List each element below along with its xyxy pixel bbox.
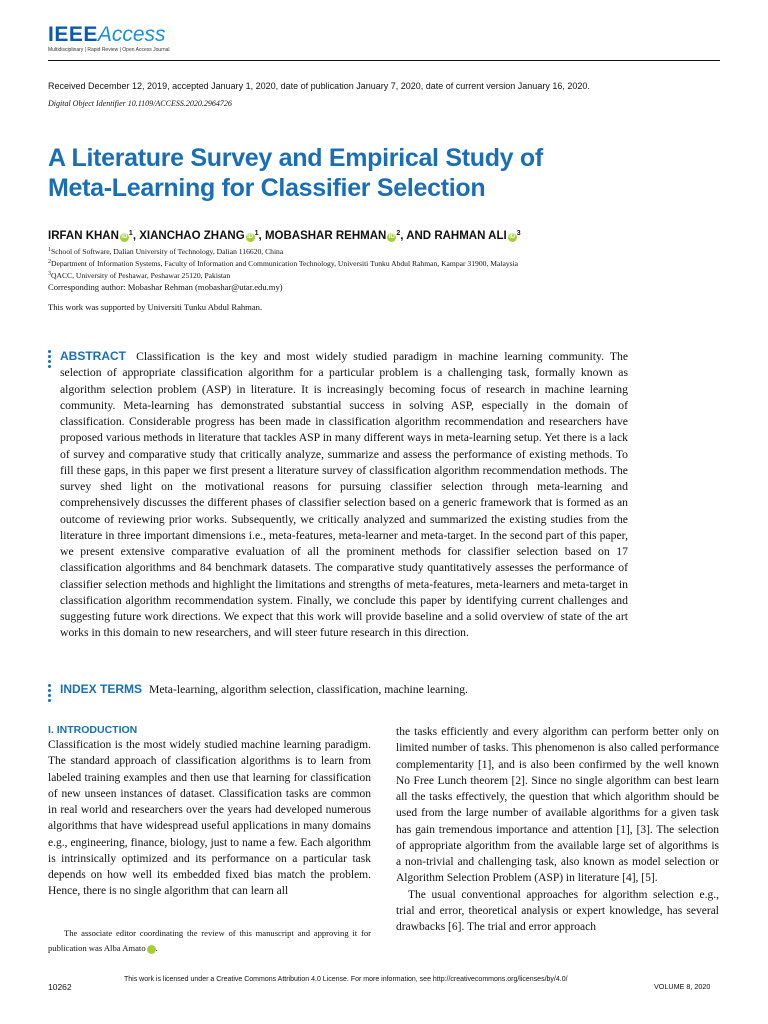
author-affiliation-number: 1: [254, 230, 259, 237]
author-affiliation-number: 3: [516, 230, 521, 237]
author-separator: , AND: [400, 230, 435, 242]
author-separator: ,: [132, 230, 140, 242]
affiliations: [48, 245, 518, 281]
header-rule: [48, 60, 720, 61]
orcid-icon: iD: [147, 945, 156, 954]
orcid-icon[interactable]: iD: [388, 234, 395, 240]
affiliation-item: $^2$Department of Information Systems, Faculty of Information and Communication Technology, Universiti Tunku Abdul Rahman, Kampar 31900, Malaysia: [48, 259, 519, 268]
footnote-text: The associate editor coordinating the review of this manuscript and approving it for publication was Alba Amato: [48, 928, 371, 953]
index-terms-text: Meta-learning, algorithm selection, classification, machine learning.: [148, 683, 468, 696]
orcid-icon[interactable]: iD: [247, 234, 254, 240]
author-affiliation-number: 2: [396, 230, 401, 237]
right-column: [396, 724, 719, 935]
doi-line: Digital Object Identifier 10.1109/ACCESS.2020.2964726: [48, 99, 232, 108]
paper-title: [48, 143, 668, 203]
license-note: This work is licensed under a Creative Commons Attribution 4.0 License. For more information, see http://creativecommons.org/licenses/by/4.0/: [124, 976, 568, 983]
abstract-marker-icon: [48, 350, 52, 370]
abstract-label: ABSTRACT: [60, 349, 126, 363]
corresponding-author: Corresponding author: Mobashar Rehman (mobashar@utar.edu.my): [48, 282, 283, 292]
intro-paragraph-left: Classification is the most widely studied machine learning paradigm. The standard approach of classification algorithms is to learn from labeled training examples and then use that learning for classification of new unseen instances of dataset. Classification tasks are common in real world and researchers over the years had developed numerous algorithms that have widespread useful applications in many domains e.g., engineering, finance, biology, just to name a few. Each algorithm is intrinsically optimized and its performance on a particular task depends on how well its embedded fixed bias match the problem. Hence, there is no single algorithm that can learn all: [48, 739, 371, 898]
author-name: MOBASHAR REHMAN: [264, 230, 387, 242]
journal-name: IEEEAccess: [48, 23, 166, 46]
author-name: IRFAN KHAN: [48, 230, 119, 242]
page-number: 10262: [48, 982, 72, 992]
editor-footnote: The associate editor coordinating the review of this manuscript and approving it for publication was Alba Amato iD.: [48, 928, 371, 953]
author-separator: ,: [258, 230, 265, 242]
affiliation-item: $^1$School of Software, Dalian University of Technology, Dalian 116620, China: [48, 247, 284, 256]
orcid-icon[interactable]: iD: [121, 234, 128, 240]
index-terms-marker-icon: [48, 684, 52, 704]
intro-paragraph-right-2: The usual conventional approaches for algorithm selection e.g., trial and error, theoretical analysis or expert knowledge, has several drawbacks [6]. The trial and error approach: [396, 888, 719, 933]
funding-note: This work was supported by Universiti Tunku Abdul Rahman.: [48, 302, 263, 312]
intro-paragraph-right-1: the tasks efficiently and every algorithm can perform better only on limited number of tasks. This phenomenon is also called performance complementarity [1], and is also been confirmed by the well known No Free Lunch theorem [2]. Since no single algorithm can best learn all the tasks effectively, the question that which algorithm should be used from the large number of available algorithms for a given task has gain tremendous importance and attention [1], [3]. The selection of appropriate algorithm from the available large set of algorithms is a non-trivial and challenging task, also known as model selection or Algorithm Selection Problem (ASP) in literature [4], [5].: [396, 726, 719, 885]
abstract-text: Classification is the key and most widely studied paradigm in machine learning community. The selection of appropriate classification algorithm for a particular problem is a challenging task, formally known as algorithm selection problem (ASP) in literature. It is increasingly becoming focus of research in machine learning community. Meta-learning has demonstrated substantial success in solving ASP, especially in the domain of classification. Considerable progress has been made in classification algorithm recommendation and researchers have proposed various methods in literature that tackles ASP in many different ways in meta-learning setup. Yet there is a lack of survey and comparative study that critically analyze, summarize and assess the performance of existing methods. To fill these gaps, in this paper we first present a literature survey of classification algorithm recommendation methods. The survey shed light on the motivational reasons for pursuing classifier selection through meta-learning and comprehensively discusses the different phases of classifier selection based on a generic framework that is formed as an outcome of reviewing prior works. Subsequently, we critically analyzed and summarized the existing studies from the literature in three important dimensions i.e., meta-features, meta-learner and meta-target. In the second part of this paper, we present extensive comparative evaluation of all the prominent methods for classifier selection based on 17 classification algorithms and 84 benchmark datasets. The comparative study quantitatively assesses the performance of classifier selection methods and highlight the limitations and strengths of meta-features, meta-learners and meta-target in classification algorithm recommendation system. Finally, we conclude this paper by identifying current challenges and suggesting future work directions. We expect that this work will provide baseline and a solid overview of state of the art works in this domain to new researchers, and will steer future research in this direction.: [60, 350, 629, 640]
index-terms: [60, 682, 468, 696]
journal-tagline: Multidisciplinary | Rapid Review | Open Access Journal: [48, 47, 170, 53]
section-heading-introduction: I. INTRODUCTION: [48, 724, 138, 736]
author-list: [48, 230, 521, 242]
orcid-icon[interactable]: iD: [509, 234, 516, 240]
journal-logo: [48, 24, 170, 53]
received-dates: Received December 12, 2019, accepted January 1, 2020, date of publication January 7, 2020, date of current version January 16, 2020.: [48, 81, 590, 91]
affiliation-item: $^3$QACC, University of Peshawar, Peshawar 25120, Pakistan: [48, 271, 231, 280]
index-terms-label: INDEX TERMS: [60, 682, 143, 696]
author-affiliation-number: 1: [128, 230, 133, 237]
author-name: RAHMAN ALI: [434, 230, 507, 242]
author-name: XIANCHAO ZHANG: [139, 230, 245, 242]
title-line-2: Meta-Learning for Classifier Selection: [48, 174, 486, 202]
abstract: [60, 348, 628, 642]
volume-label: VOLUME 8, 2020: [654, 982, 711, 991]
left-column: [48, 724, 371, 900]
title-line-1: A Literature Survey and Empirical Study of: [48, 144, 543, 172]
